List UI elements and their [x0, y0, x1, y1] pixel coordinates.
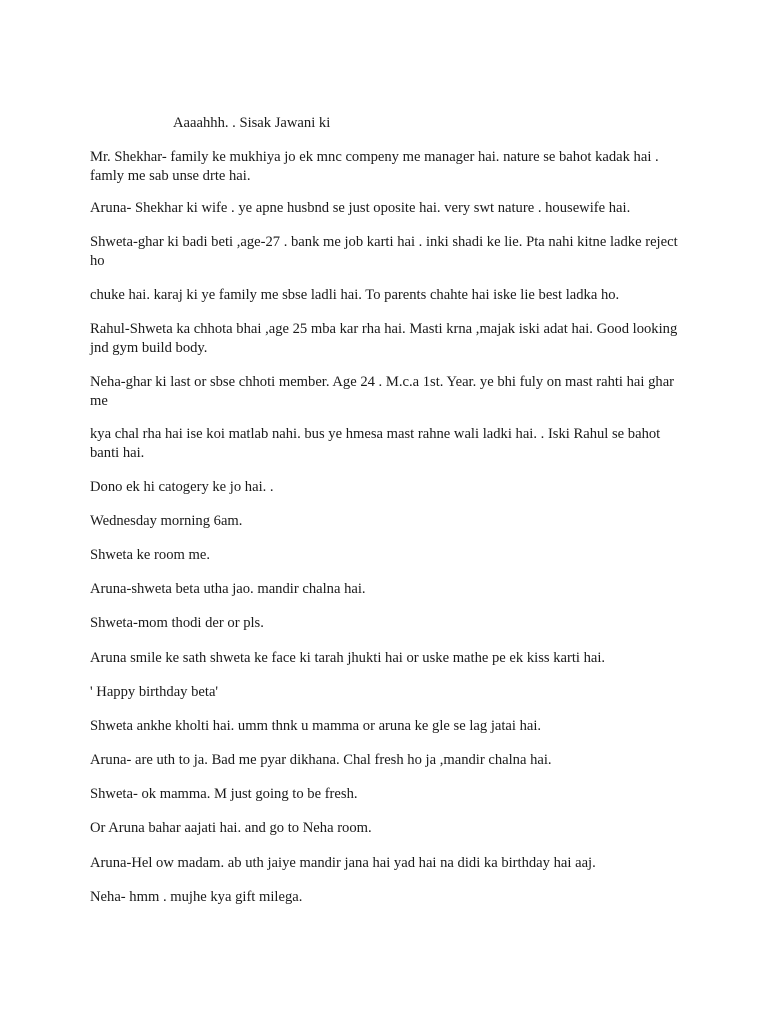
paragraph: chuke hai. karaj ki ye family me sbse ladli hai. To parents chahte hai iske lie best ladka ho.	[90, 287, 620, 303]
paragraph: Rahul-Shweta ka chhota bhai ,age 25 mba kar rha hai. Masti krna ,majak iski adat hai. Good looking jnd gym build body.	[90, 321, 678, 356]
paragraph: Shweta- ok mamma. M just going to be fresh.	[90, 786, 358, 802]
paragraph: Shweta ke room me.	[90, 547, 210, 563]
paragraph: Aruna- are uth to ja. Bad me pyar dikhana. Chal fresh ho ja ,mandir chalna hai.	[90, 752, 552, 768]
paragraph: ' Happy birthday beta'	[90, 684, 219, 700]
paragraph: Neha-ghar ki last or sbse chhoti member. Age 24 . M.c.a 1st. Year. ye bhi fuly on mast rahti hai ghar me	[90, 374, 675, 409]
paragraph: Aruna- Shekhar ki wife . ye apne husbnd se just oposite hai. very swt nature . housewife hai.	[90, 200, 631, 216]
paragraph: Aruna-Hel ow madam. ab uth jaiye mandir jana hai yad hai na didi ka birthday hai aaj.	[90, 855, 596, 871]
paragraph: Shweta-ghar ki badi beti ,age-27 . bank me job karti hai . inki shadi ke lie. Pta nahi kitne ladke reject ho	[90, 234, 678, 269]
paragraph: Dono ek hi catogery ke jo hai. .	[90, 479, 274, 495]
paragraph: Neha- hmm . mujhe kya gift milega.	[90, 889, 303, 905]
paragraph: kya chal rha hai ise koi matlab nahi. bus ye hmesa mast rahne wali ladki hai. . Iski Rahul se bahot banti hai.	[90, 426, 661, 461]
document-title: Aaaahhh. . Sisak Jawani ki	[173, 115, 331, 131]
paragraph: Shweta ankhe kholti hai. umm thnk u mamma or aruna ke gle se lag jatai hai.	[90, 718, 542, 734]
paragraph: Wednesday morning 6am.	[90, 513, 243, 529]
paragraph: Mr. Shekhar- family ke mukhiya jo ek mnc compeny me manager hai. nature se bahot kadak hai . famly me sab unse drte hai.	[90, 149, 659, 184]
paragraph: Aruna smile ke sath shweta ke face ki tarah jhukti hai or uske mathe pe ek kiss karti hai.	[90, 650, 606, 666]
paragraph: Shweta-mom thodi der or pls.	[90, 615, 264, 631]
paragraph: Or Aruna bahar aajati hai. and go to Neha room.	[90, 820, 372, 836]
paragraph: Aruna-shweta beta utha jao. mandir chalna hai.	[90, 581, 366, 597]
